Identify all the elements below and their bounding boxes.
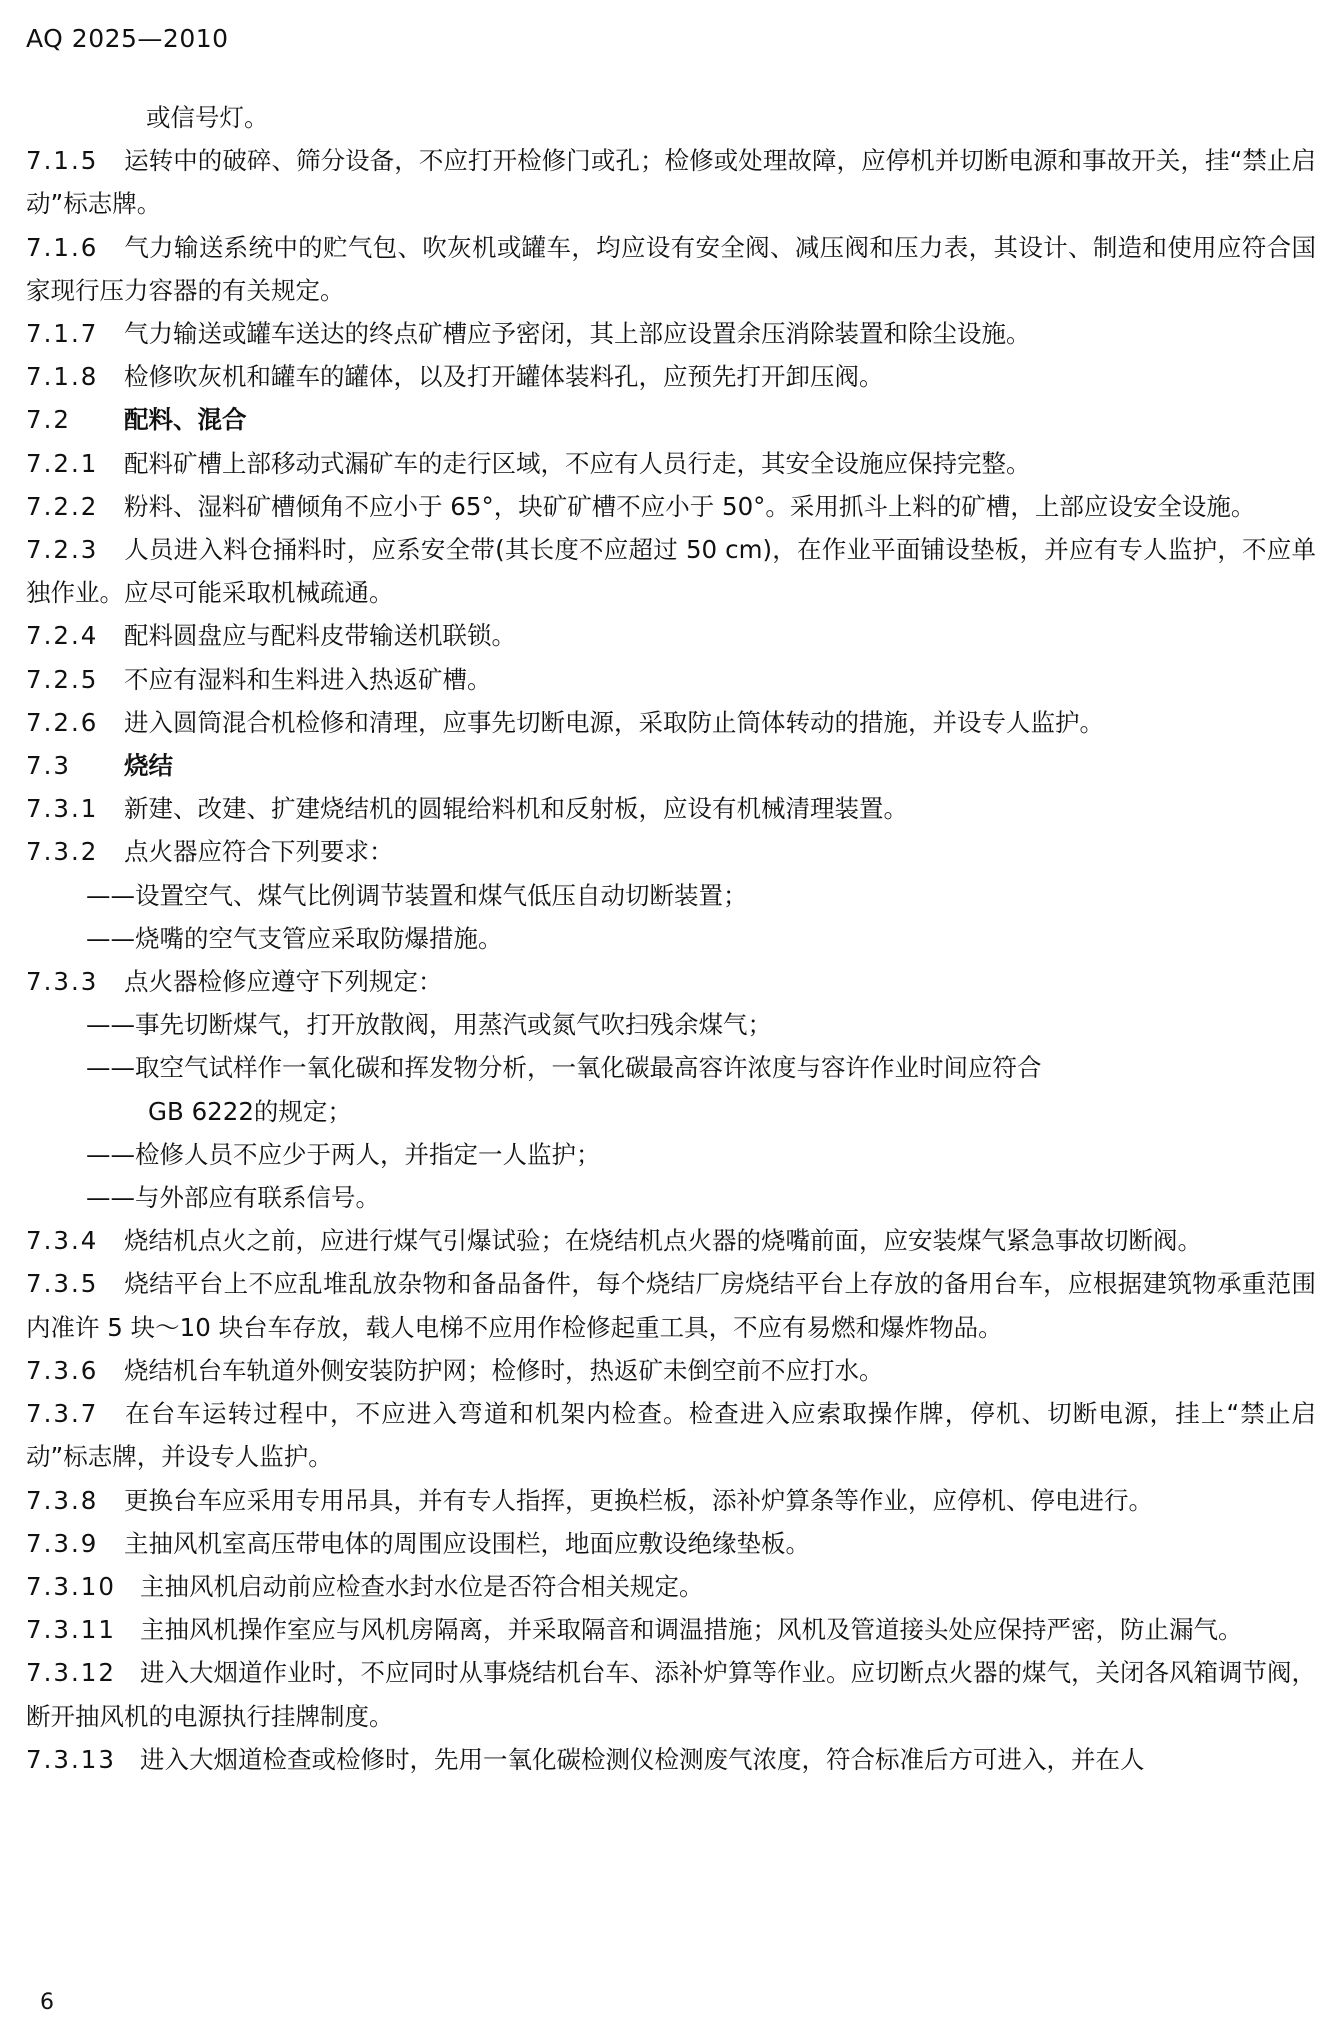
list-item	[26, 917, 1316, 960]
clause-paragraph	[26, 1608, 1316, 1651]
clause-text: ——设置空气、煤气比例调节装置和煤气低压自动切断装置；	[86, 880, 748, 910]
page-number: 6	[40, 1990, 54, 2015]
document-body	[26, 96, 1316, 1781]
clause-paragraph	[26, 1219, 1316, 1262]
clause-text: 在台车运转过程中，不应进入弯道和机架内检查。检查进入应索取操作牌，停机、切断电源，挂上“禁止启动”标志牌，并设专人监护。	[26, 1399, 1316, 1472]
clause-text: GB 6222的规定；	[148, 1096, 352, 1126]
clause-text: 不应有湿料和生料进入热返矿槽。	[124, 664, 492, 694]
standard-code: AQ 2025—2010	[26, 24, 229, 53]
clause-text: 新建、改建、扩建烧结机的圆辊给料机和反射板，应设有机械清理装置。	[124, 794, 908, 824]
clause-text: 进入大烟道作业时，不应同时从事烧结机台车、添补炉算等作业。应切断点火器的煤气，关闭各风箱调节阀，断开抽风机的电源执行挂牌制度。	[26, 1658, 1316, 1731]
clause-text: 配料矿槽上部移动式漏矿车的走行区域，不应有人员行走，其安全设施应保持完整。	[124, 448, 1031, 478]
clause-text: 粉料、湿料矿槽倾角不应小于 65°，块矿矿槽不应小于 50°。采用抓斗上料的矿槽，上部应设安全设施。	[124, 491, 1256, 521]
clause-paragraph	[26, 1651, 1316, 1737]
section-heading	[26, 398, 1316, 441]
clause-number: 7.1.6	[26, 232, 99, 262]
list-item	[26, 1003, 1316, 1046]
clause-text: ——取空气试样作一氧化碳和挥发物分析，一氧化碳最高容许浓度与容许作业时间应符合	[86, 1053, 1042, 1083]
clause-number: 7.2.1	[26, 448, 99, 478]
clause-paragraph	[26, 1262, 1316, 1348]
clause-number: 7.1.7	[26, 319, 99, 349]
clause-text: 气力输送或罐车送达的终点矿槽应予密闭，其上部应设置余压消除装置和除尘设施。	[124, 319, 1031, 349]
clause-number: 7.3.6	[26, 1355, 99, 1385]
clause-text: 更换台车应采用专用吊具，并有专人指挥，更换栏板，添补炉算条等作业，应停机、停电进行。	[124, 1485, 1153, 1515]
clause-text: 或信号灯。	[146, 103, 269, 132]
clause-number: 7.3.3	[26, 967, 99, 997]
list-item	[26, 1090, 1316, 1133]
clause-number: 7.3	[26, 751, 71, 781]
clause-number: 7.3.2	[26, 837, 99, 867]
clause-paragraph	[26, 528, 1316, 614]
clause-text: 配料圆盘应与配料皮带输送机联锁。	[124, 621, 516, 651]
list-item	[26, 874, 1316, 917]
clause-text: ——烧嘴的空气支管应采取防爆措施。	[86, 923, 503, 953]
clause-paragraph	[26, 485, 1316, 528]
clause-number: 7.2	[26, 405, 71, 435]
clause-paragraph	[26, 1349, 1316, 1392]
clause-text: 检修吹灰机和罐车的罐体，以及打开罐体装料孔，应预先打开卸压阀。	[124, 362, 884, 392]
clause-text: ——检修人员不应少于两人，并指定一人监护；	[86, 1139, 601, 1169]
clause-text: 烧结机台车轨道外侧安装防护网；检修时，热返矿未倒空前不应打水。	[124, 1355, 884, 1385]
clause-paragraph	[26, 658, 1316, 701]
clause-paragraph	[26, 96, 1316, 139]
section-heading	[26, 744, 1316, 787]
clause-text: 烧结机点火之前，应进行煤气引爆试验；在烧结机点火器的烧嘴前面，应安装煤气紧急事故切断阀。	[124, 1226, 1202, 1256]
clause-number: 7.3.11	[26, 1615, 116, 1645]
list-item	[26, 1176, 1316, 1219]
clause-number: 7.3.10	[26, 1571, 116, 1601]
clause-paragraph	[26, 226, 1316, 312]
clause-paragraph	[26, 442, 1316, 485]
clause-number: 7.3.1	[26, 794, 99, 824]
clause-number: 7.1.8	[26, 362, 99, 392]
clause-paragraph	[26, 355, 1316, 398]
clause-paragraph	[26, 1479, 1316, 1522]
clause-number: 7.3.12	[26, 1658, 116, 1688]
clause-text: 进入圆筒混合机检修和清理，应事先切断电源，采取防止筒体转动的措施，并设专人监护。	[124, 707, 1104, 737]
clause-paragraph	[26, 1522, 1316, 1565]
clause-text: 点火器应符合下列要求：	[124, 837, 394, 867]
clause-paragraph	[26, 960, 1316, 1003]
clause-number: 7.2.4	[26, 621, 99, 651]
clause-number: 7.1.5	[26, 146, 99, 176]
clause-paragraph	[26, 139, 1316, 225]
clause-text: 人员进入料仓捅料时，应系安全带(其长度不应超过 50 cm)，在作业平面铺设垫板，并应有专人监护，不应单独作业。应尽可能采取机械疏通。	[26, 535, 1316, 608]
clause-number: 7.2.6	[26, 707, 99, 737]
clause-text: 主抽风机操作室应与风机房隔离，并采取隔音和调温措施；风机及管道接头处应保持严密，防止漏气。	[140, 1615, 1243, 1645]
clause-text: 气力输送系统中的贮气包、吹灰机或罐车，均应设有安全阀、减压阀和压力表，其设计、制造和使用应符合国家现行压力容器的有关规定。	[26, 232, 1316, 305]
list-item	[26, 1133, 1316, 1176]
clause-number: 7.3.4	[26, 1226, 99, 1256]
clause-number: 7.3.5	[26, 1269, 99, 1299]
clause-paragraph	[26, 1738, 1316, 1781]
clause-text: 点火器检修应遵守下列规定：	[124, 967, 443, 997]
clause-paragraph	[26, 1565, 1316, 1608]
heading-text: 烧结	[124, 751, 173, 781]
clause-text: 主抽风机室高压带电体的周围应设围栏，地面应敷设绝缘垫板。	[124, 1528, 810, 1558]
clause-number: 7.2.5	[26, 664, 99, 694]
clause-text: ——与外部应有联系信号。	[86, 1183, 380, 1213]
clause-paragraph	[26, 787, 1316, 830]
clause-text: ——事先切断煤气，打开放散阀，用蒸汽或氮气吹扫残余煤气；	[86, 1010, 772, 1040]
clause-paragraph	[26, 1392, 1316, 1478]
clause-paragraph	[26, 614, 1316, 657]
clause-text: 进入大烟道检查或检修时，先用一氧化碳检测仪检测废气浓度，符合标准后方可进入，并在人	[140, 1744, 1145, 1774]
clause-number: 7.2.3	[26, 535, 99, 565]
list-item	[26, 1046, 1316, 1089]
clause-number: 7.2.2	[26, 491, 99, 521]
heading-text: 配料、混合	[124, 405, 247, 435]
clause-number: 7.3.7	[26, 1399, 99, 1429]
clause-number: 7.3.9	[26, 1528, 99, 1558]
clause-text: 主抽风机启动前应检查水封水位是否符合相关规定。	[140, 1571, 704, 1601]
clause-text: 运转中的破碎、筛分设备，不应打开检修门或孔；检修或处理故障，应停机并切断电源和事故开关，挂“禁止启动”标志牌。	[26, 146, 1316, 219]
clause-text: 烧结平台上不应乱堆乱放杂物和备品备件，每个烧结厂房烧结平台上存放的备用台车，应根据建筑物承重范围内准许 5 块～10 块台车存放，载人电梯不应用作检修起重工具，不应有易燃和爆炸物品。	[26, 1269, 1316, 1342]
clause-number: 7.3.13	[26, 1744, 116, 1774]
clause-paragraph	[26, 830, 1316, 873]
clause-paragraph	[26, 701, 1316, 744]
clause-number: 7.3.8	[26, 1485, 99, 1515]
clause-paragraph	[26, 312, 1316, 355]
